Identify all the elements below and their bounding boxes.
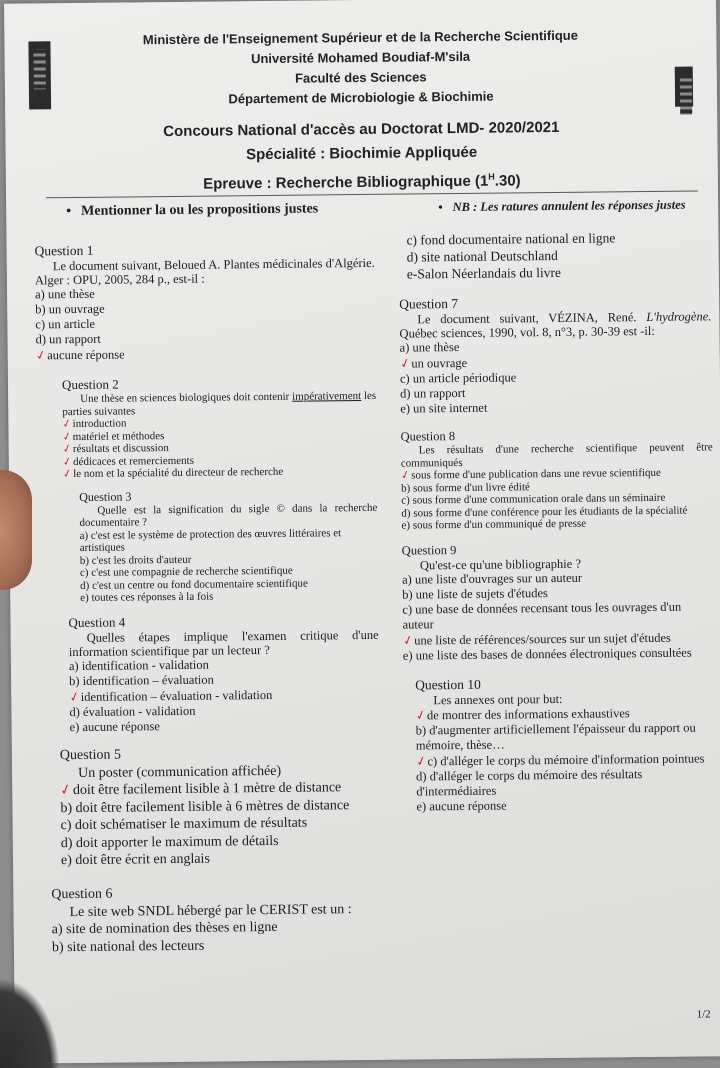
red-check-mark-icon: ✓ — [60, 416, 74, 432]
option-d: d) sous forme d'une conférence pour les étudiants de la spécialité — [401, 504, 688, 520]
question-10 — [415, 674, 716, 814]
option-d: d) c'est un centre ou fond documentaire scientifique — [80, 577, 308, 592]
option-c: c) sous forme d'une communication orale dans un séminaire — [401, 491, 666, 507]
option-c: ✓résultats et discussion — [60, 441, 169, 457]
question-title: Question 8 — [400, 429, 456, 444]
question-stem: Une thèse en sciences biologiques doit contenir impérativement les parties suivantes — [62, 389, 377, 418]
option-b: b) une liste de sujets d'études — [402, 585, 548, 602]
question-3 — [79, 485, 378, 604]
red-check-mark-icon: ✓ — [67, 687, 82, 705]
instruction-right: • NB : Les ratures annulent les réponses justes — [438, 197, 686, 215]
red-check-mark-icon: ✓ — [60, 441, 74, 457]
question-stem: Quelles étapes implique l'examen critique d'une information scientifique par un lecteur ? — [68, 627, 379, 659]
left-column — [35, 240, 383, 965]
option-a: a) identification - validation — [68, 657, 209, 673]
option-a: a) une thèse — [34, 286, 95, 302]
red-check-mark-icon: ✓ — [400, 630, 416, 649]
question-title: Question 7 — [399, 295, 459, 312]
option-d: d) un rapport — [35, 331, 101, 347]
exam-title: Epreuve : Recherche Bibliographique $(1^H.30)$ — [203, 171, 521, 193]
option-e: e) un site internet — [400, 400, 488, 416]
red-check-mark-icon: ✓ — [58, 780, 74, 800]
option-d: ✓une liste de références/sources sur un sujet d'études — [400, 630, 671, 649]
option-b: ✓un ouvrage — [397, 354, 468, 372]
red-check-mark-icon: ✓ — [413, 705, 428, 724]
question-stem: Les annexes ont pour but: — [433, 691, 563, 707]
document-header — [4, 24, 718, 198]
question-6-continued — [406, 228, 711, 282]
option-e: e) sous forme d'un communiqué de presse — [401, 517, 587, 532]
red-check-mark-icon: ✓ — [399, 467, 412, 483]
question-8 — [400, 425, 713, 532]
option-c: c) un article — [35, 316, 96, 332]
question-stem: Un poster (communication affichée) — [78, 763, 282, 781]
option-e: e) toutes ces réponses à la fois — [80, 590, 214, 604]
question-7 — [399, 293, 712, 416]
question-stem: Le document suivant, Beloued A. Plantes médicinales d'Algérie. Alger : OPU, 2005, 284 p., est-il : — [34, 255, 375, 288]
question-9 — [402, 539, 715, 663]
option-b: b) doit être facilement lisible à 6 mètres de distance — [60, 797, 350, 816]
option-e: e) doit être écrit en anglais — [60, 851, 210, 869]
question-5 — [60, 743, 381, 869]
red-check-mark-icon: ✓ — [33, 346, 49, 364]
shadow-corner — [0, 978, 60, 1068]
question-title: Question 3 — [79, 488, 132, 504]
option-e: ✓le nom et la spécialité du directeur de recherche — [61, 465, 284, 482]
option-c: c) une base de données recensant tous les ouvrages d'un auteur — [402, 599, 682, 632]
option-e: e-Salon Néerlandais du livre — [406, 264, 562, 282]
question-title: Question 9 — [401, 542, 457, 558]
exam-sheet — [4, 0, 720, 1064]
option-d: d) site national Deutschland — [406, 247, 558, 265]
option-c: c) doit schématiser le maximum de résultats — [60, 815, 308, 834]
option-d: ✓dédicaces et remerciements — [61, 453, 195, 469]
option-a: a) site de nomination des thèses en ligne — [51, 919, 278, 938]
option-e: e) aucune réponse — [416, 798, 507, 813]
question-title: Question 6 — [51, 886, 113, 902]
question-title: Question 10 — [415, 676, 481, 692]
question-6 — [51, 882, 382, 956]
option-c: c) c'est une compagnie de recherche scientifique — [79, 564, 293, 579]
university-name: Université Mohamed Boudiaf-M'sila — [250, 48, 471, 67]
question-title: Question 2 — [61, 376, 119, 393]
option-b: ✓matériel et méthodes — [60, 428, 165, 444]
page-number: 1/2 — [696, 1008, 711, 1021]
option-a: ✓introduction — [60, 416, 127, 432]
instruction-left: • Mentionner la ou les propositions justes — [66, 201, 319, 220]
option-b: b) c'est les droits d'auteur — [79, 553, 192, 567]
option-c: ✓c) d'alléger le corps du mémoire d'information pointues — [414, 750, 705, 770]
option-c: ✓identification – évaluation - validation — [67, 687, 273, 705]
option-e: e) une liste des bases de données électroniques consultées — [402, 645, 692, 663]
option-c: c) un article périodique — [399, 370, 517, 386]
right-column — [398, 228, 716, 822]
option-d: d) évaluation - validation — [69, 703, 196, 719]
option-e: e) aucune réponse — [69, 718, 160, 734]
option-b: b) site national des lecteurs — [51, 938, 205, 955]
red-check-mark-icon: ✓ — [61, 466, 74, 482]
option-e: ✓aucune réponse — [33, 346, 125, 364]
faculty-name: Faculté des Sciences — [294, 69, 427, 86]
red-check-mark-icon: ✓ — [397, 354, 413, 372]
option-b: b) d'augmenter artificiellement l'épaisseur du rapport ou mémoire, thèse… — [415, 720, 696, 752]
ministry-name: Ministère de l'Enseignement Supérieur et de la Recherche Scientifique — [142, 27, 579, 48]
option-c: c) fond documentaire national en ligne — [406, 230, 616, 248]
red-check-mark-icon: ✓ — [61, 453, 74, 469]
option-a: ✓sous forme d'une publication dans une revue scientifique — [399, 466, 661, 483]
question-stem: Le document suivant, VÉZINA, René. L'hydrogène. Québec sciences, 1990, vol. 8, n°3, p. 30-39 est -il: — [399, 309, 712, 341]
contest-title: Concours National d'accès au Doctorat LMD- 2020/2021 — [163, 118, 560, 141]
option-a: ✓de montrer des informations exhaustives — [413, 705, 630, 724]
question-stem: Les résultats d'une recherche scientifique peuvent être communiqués — [400, 441, 713, 470]
holding-thumb — [0, 470, 32, 590]
question-4 — [68, 611, 379, 734]
department-name: Département de Microbiologie & Biochimie — [228, 88, 494, 107]
question-2 — [62, 374, 377, 481]
red-check-mark-icon: ✓ — [60, 428, 74, 444]
question-stem: Quelle est la signification du sigle © dans la recherche documentaire ? — [79, 501, 378, 529]
question-title: Question 5 — [59, 747, 122, 763]
question-stem: Le site web SNDL hébergé par le CERIST est un : — [69, 901, 352, 920]
option-a: a) c'est est le système de protection des œuvres littéraires et artistiques — [79, 526, 342, 554]
red-check-mark-icon: ✓ — [414, 751, 429, 770]
question-title: Question 4 — [68, 613, 126, 630]
option-d: d) d'alléger le corps du mémoire des résultats d'intermédiaires — [416, 766, 643, 798]
option-b: b) identification – évaluation — [69, 672, 214, 688]
question-1 — [35, 240, 376, 364]
option-a: a) une thèse — [399, 339, 460, 355]
option-b: b) un ouvrage — [35, 301, 105, 317]
question-title: Question 1 — [34, 242, 94, 259]
option-a: a) une liste d'ouvrages sur un auteur — [401, 570, 583, 587]
option-a: ✓doit être facilement lisible à 1 mètre de distance — [58, 780, 342, 800]
specialty-title: Spécialité : Biochimie Appliquée — [245, 143, 478, 164]
option-d: d) doit apporter le maximum de détails — [60, 833, 279, 851]
question-stem: Qu'est-ce qu'une bibliographie ? — [419, 556, 582, 572]
option-b: b) sous forme d'un livre édité — [401, 480, 530, 495]
option-d: d) un rapport — [400, 385, 466, 401]
